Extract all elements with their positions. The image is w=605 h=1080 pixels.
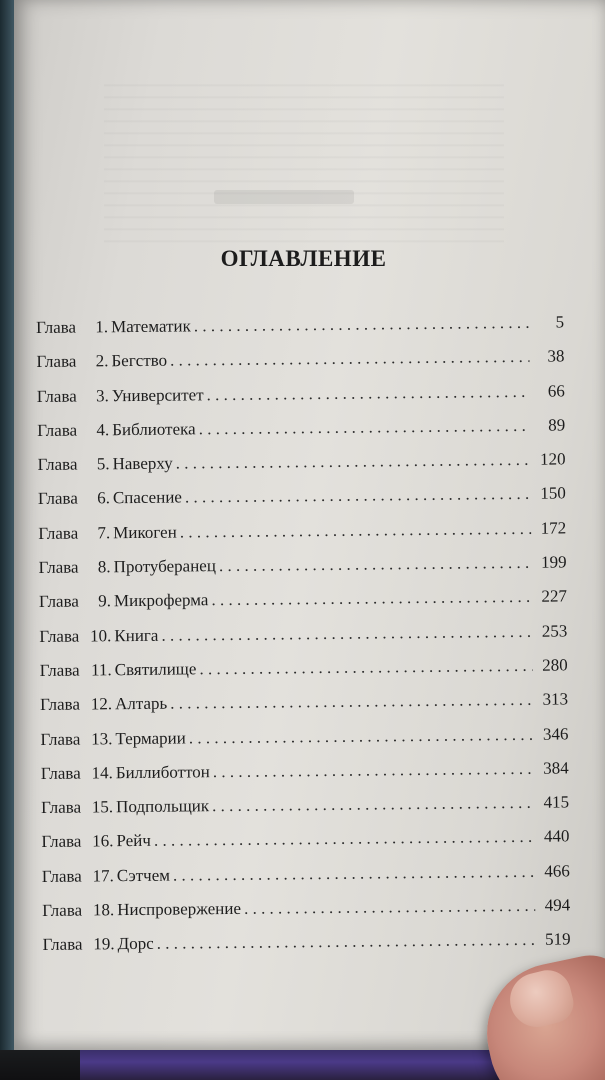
toc-entry [36, 347, 564, 387]
toc-entry-word: Глава [38, 591, 80, 612]
toc-entry-word: Глава [42, 934, 83, 955]
toc-dot-leader [244, 896, 535, 919]
toc-dot-leader [180, 519, 532, 543]
toc-entry-name: Термарии [115, 728, 186, 748]
table-surface [0, 1050, 80, 1080]
toc-dot-leader [199, 416, 531, 439]
toc-entry-name: Наверху [112, 453, 173, 474]
toc-entry-word: Глава [41, 866, 82, 886]
toc-entry-page: 150 [540, 483, 566, 504]
toc-entry-name: Алтарь [114, 693, 168, 714]
toc-entry-number: 13. [91, 728, 113, 749]
toc-dot-leader [154, 827, 535, 851]
toc-dot-leader [212, 793, 534, 816]
toc-entry [40, 690, 568, 730]
toc-entry-page: 66 [547, 381, 565, 401]
bleed-through-text [104, 75, 504, 245]
toc-entry-page: 346 [542, 724, 569, 744]
toc-entry-number: 3. [95, 385, 109, 405]
toc-entry-number: 12. [90, 694, 113, 714]
toc-entry-word: Глава [36, 351, 77, 372]
toc-entry [37, 450, 565, 490]
toc-dot-leader [170, 347, 530, 371]
toc-entry-number: 11. [90, 660, 112, 680]
toc-entry-word: Глава [38, 523, 79, 543]
toc-entry-word: Глава [37, 489, 78, 509]
toc-entry-name: Сэтчем [116, 865, 171, 885]
toc-entry-page: 466 [544, 861, 570, 881]
toc-entry-page: 253 [541, 621, 568, 641]
toc-entry [41, 758, 569, 798]
toc-entry [42, 861, 570, 901]
toc-entry-name: Библиотека [112, 419, 196, 440]
toc-entry-word: Глава [36, 317, 77, 337]
toc-entry-page: 199 [540, 552, 567, 572]
toc-entry-word: Глава [39, 660, 80, 680]
toc-entry-page: 38 [547, 346, 565, 366]
toc-entry-number: 19. [93, 934, 115, 954]
toc-dot-leader [189, 724, 534, 748]
toc-entry-number: 14. [91, 763, 113, 783]
toc-title: ОГЛАВЛЕНИЕ [220, 246, 387, 271]
toc-entry-word: Глава [41, 797, 82, 818]
toc-dot-leader [173, 862, 535, 886]
toc-entry-name: Микроферма [113, 590, 209, 611]
toc-entry-number: 1. [95, 317, 109, 337]
toc-entry-page: 227 [541, 586, 568, 607]
toc-entry [38, 518, 566, 558]
toc-dot-leader [199, 656, 532, 679]
toc-entry [40, 655, 568, 695]
toc-entry [39, 621, 567, 661]
toc-entry-name: Математик [110, 316, 191, 337]
toc-entry [37, 381, 565, 421]
toc-entry-number: 4. [96, 420, 110, 440]
toc-entry-name: Святилище [114, 659, 197, 680]
toc-dot-leader [213, 759, 534, 782]
toc-entry-name: Университет [111, 384, 204, 405]
toc-entry [41, 827, 569, 867]
toc-entry-name: Дорс [117, 934, 154, 954]
toc-entry-page: 519 [544, 929, 571, 950]
toc-entry-number: 7. [97, 523, 111, 543]
toc-entry-number: 15. [91, 797, 114, 817]
toc-entry-word: Глава [40, 729, 81, 749]
toc-entry-name: Бегство [111, 350, 168, 371]
toc-entry [39, 587, 567, 627]
toc-entry-name: Книга [114, 625, 159, 645]
toc-entry-number: 5. [96, 454, 110, 474]
toc-entry-name: Микоген [113, 522, 177, 542]
toc-entry-word: Глава [37, 420, 78, 440]
toc-dot-leader [206, 381, 529, 404]
toc-dot-leader [176, 450, 531, 474]
toc-entry-page: 5 [555, 312, 565, 332]
toc-dot-leader [157, 930, 536, 954]
bleed-through-logo [214, 190, 354, 204]
toc-entry-name: Подпольщик [116, 796, 210, 817]
toc-entry-number: 6. [97, 488, 110, 508]
toc-entry [42, 895, 570, 935]
toc-entry [40, 724, 568, 764]
toc-entry-number: 8. [97, 557, 111, 577]
toc-entry-word: Глава [37, 454, 78, 475]
toc-entry-number: 18. [92, 900, 115, 920]
toc-entry-word: Глава [41, 832, 82, 852]
toc-entry [37, 415, 565, 455]
toc-entry [38, 484, 566, 524]
toc-entry-name: Спасение [112, 487, 183, 508]
toc-entry-number: 9. [98, 591, 112, 611]
toc-entry-page: 313 [542, 689, 569, 709]
toc-entry-name: Биллиботтон [115, 762, 210, 783]
toc-entry-number: 17. [92, 865, 114, 886]
toc-entry-page: 415 [543, 792, 570, 812]
toc-entry-name: Протуберанец [113, 556, 217, 577]
toc-entry-name: Рейч [116, 831, 152, 851]
toc-list [36, 312, 571, 969]
toc-entry-page: 384 [543, 758, 569, 778]
toc-dot-leader [170, 690, 533, 714]
book-page [14, 0, 605, 1050]
toc-entry-number: 10. [89, 625, 112, 646]
toc-entry-page: 494 [544, 895, 571, 915]
toc-dot-leader [161, 621, 532, 645]
toc-entry-page: 172 [540, 518, 567, 538]
toc-entry-word: Глава [39, 694, 81, 715]
toc-entry-word: Глава [40, 763, 81, 783]
toc-entry [39, 553, 567, 593]
toc-entry-word: Глава [36, 386, 77, 406]
toc-entry-page: 89 [548, 415, 566, 435]
toc-entry-number: 16. [92, 831, 114, 851]
toc-dot-leader [194, 313, 529, 337]
toc-entry-number: 2. [95, 351, 109, 371]
toc-entry-page: 280 [542, 655, 568, 675]
toc-dot-leader [211, 587, 532, 610]
toc-entry-page: 440 [543, 826, 570, 847]
toc-entry-word: Глава [42, 900, 83, 921]
toc-entry-word: Глава [39, 626, 80, 646]
toc-entry-name: Ниспровержение [117, 898, 242, 920]
toc-entry [36, 312, 564, 352]
toc-entry-page: 120 [539, 449, 566, 469]
toc-dot-leader [219, 553, 532, 576]
toc-entry-word: Глава [38, 557, 79, 578]
toc-entry [42, 930, 570, 970]
toc-dot-leader [185, 484, 531, 508]
toc-entry [41, 793, 569, 833]
